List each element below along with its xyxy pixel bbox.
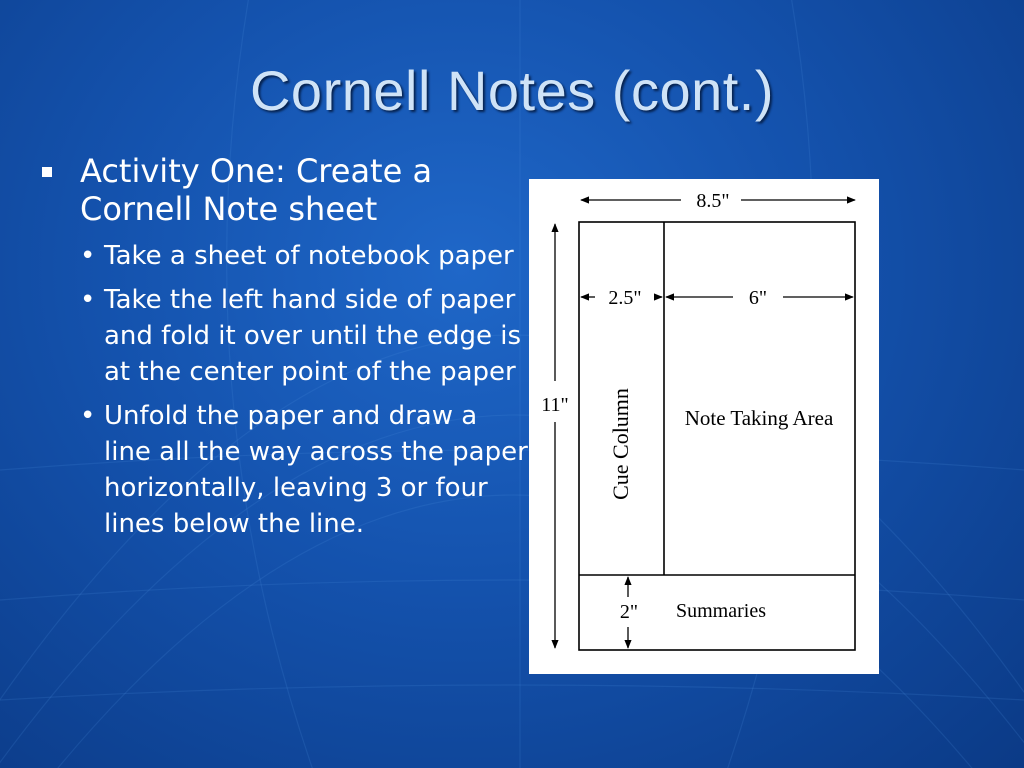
cue-width-label: 2.5" (608, 287, 642, 309)
square-bullet-icon (42, 167, 52, 177)
sub-bullet-item (80, 282, 528, 390)
sub-bullet-text: Take a sheet of notebook paper (104, 241, 514, 271)
sub-bullet-text: Take the left hand side of paper and fold it over until the edge is at the center point of the paper (104, 285, 521, 387)
bullet-item (38, 152, 528, 228)
sub-bullet-item (80, 238, 528, 274)
dot-bullet-icon: • (80, 401, 96, 431)
summaries-label: Summaries (676, 600, 766, 622)
cue-column-label: Cue Column (608, 388, 633, 500)
cornell-sheet-diagram (529, 179, 879, 674)
dot-bullet-icon: • (80, 241, 96, 271)
sub-bullet-text: Unfold the paper and draw a line all the way across the paper horizontally, leaving 3 or four lines below the line. (104, 401, 528, 539)
dot-bullet-icon: • (80, 285, 96, 315)
note-area-label: Note Taking Area (684, 406, 834, 430)
bullet-text: Activity One: Create a Cornell Note sheet (80, 152, 433, 228)
diagram-canvas (529, 179, 879, 674)
sub-bullet-item (80, 398, 528, 542)
height-label: 11" (541, 394, 569, 416)
bullet-list (38, 152, 528, 550)
summary-height-label: 2" (619, 601, 639, 623)
note-width-label: 6" (748, 287, 768, 309)
width-label: 8.5" (696, 190, 730, 212)
sub-bullet-list (80, 238, 528, 542)
slide-title: Cornell Notes (cont.) (249, 59, 774, 122)
